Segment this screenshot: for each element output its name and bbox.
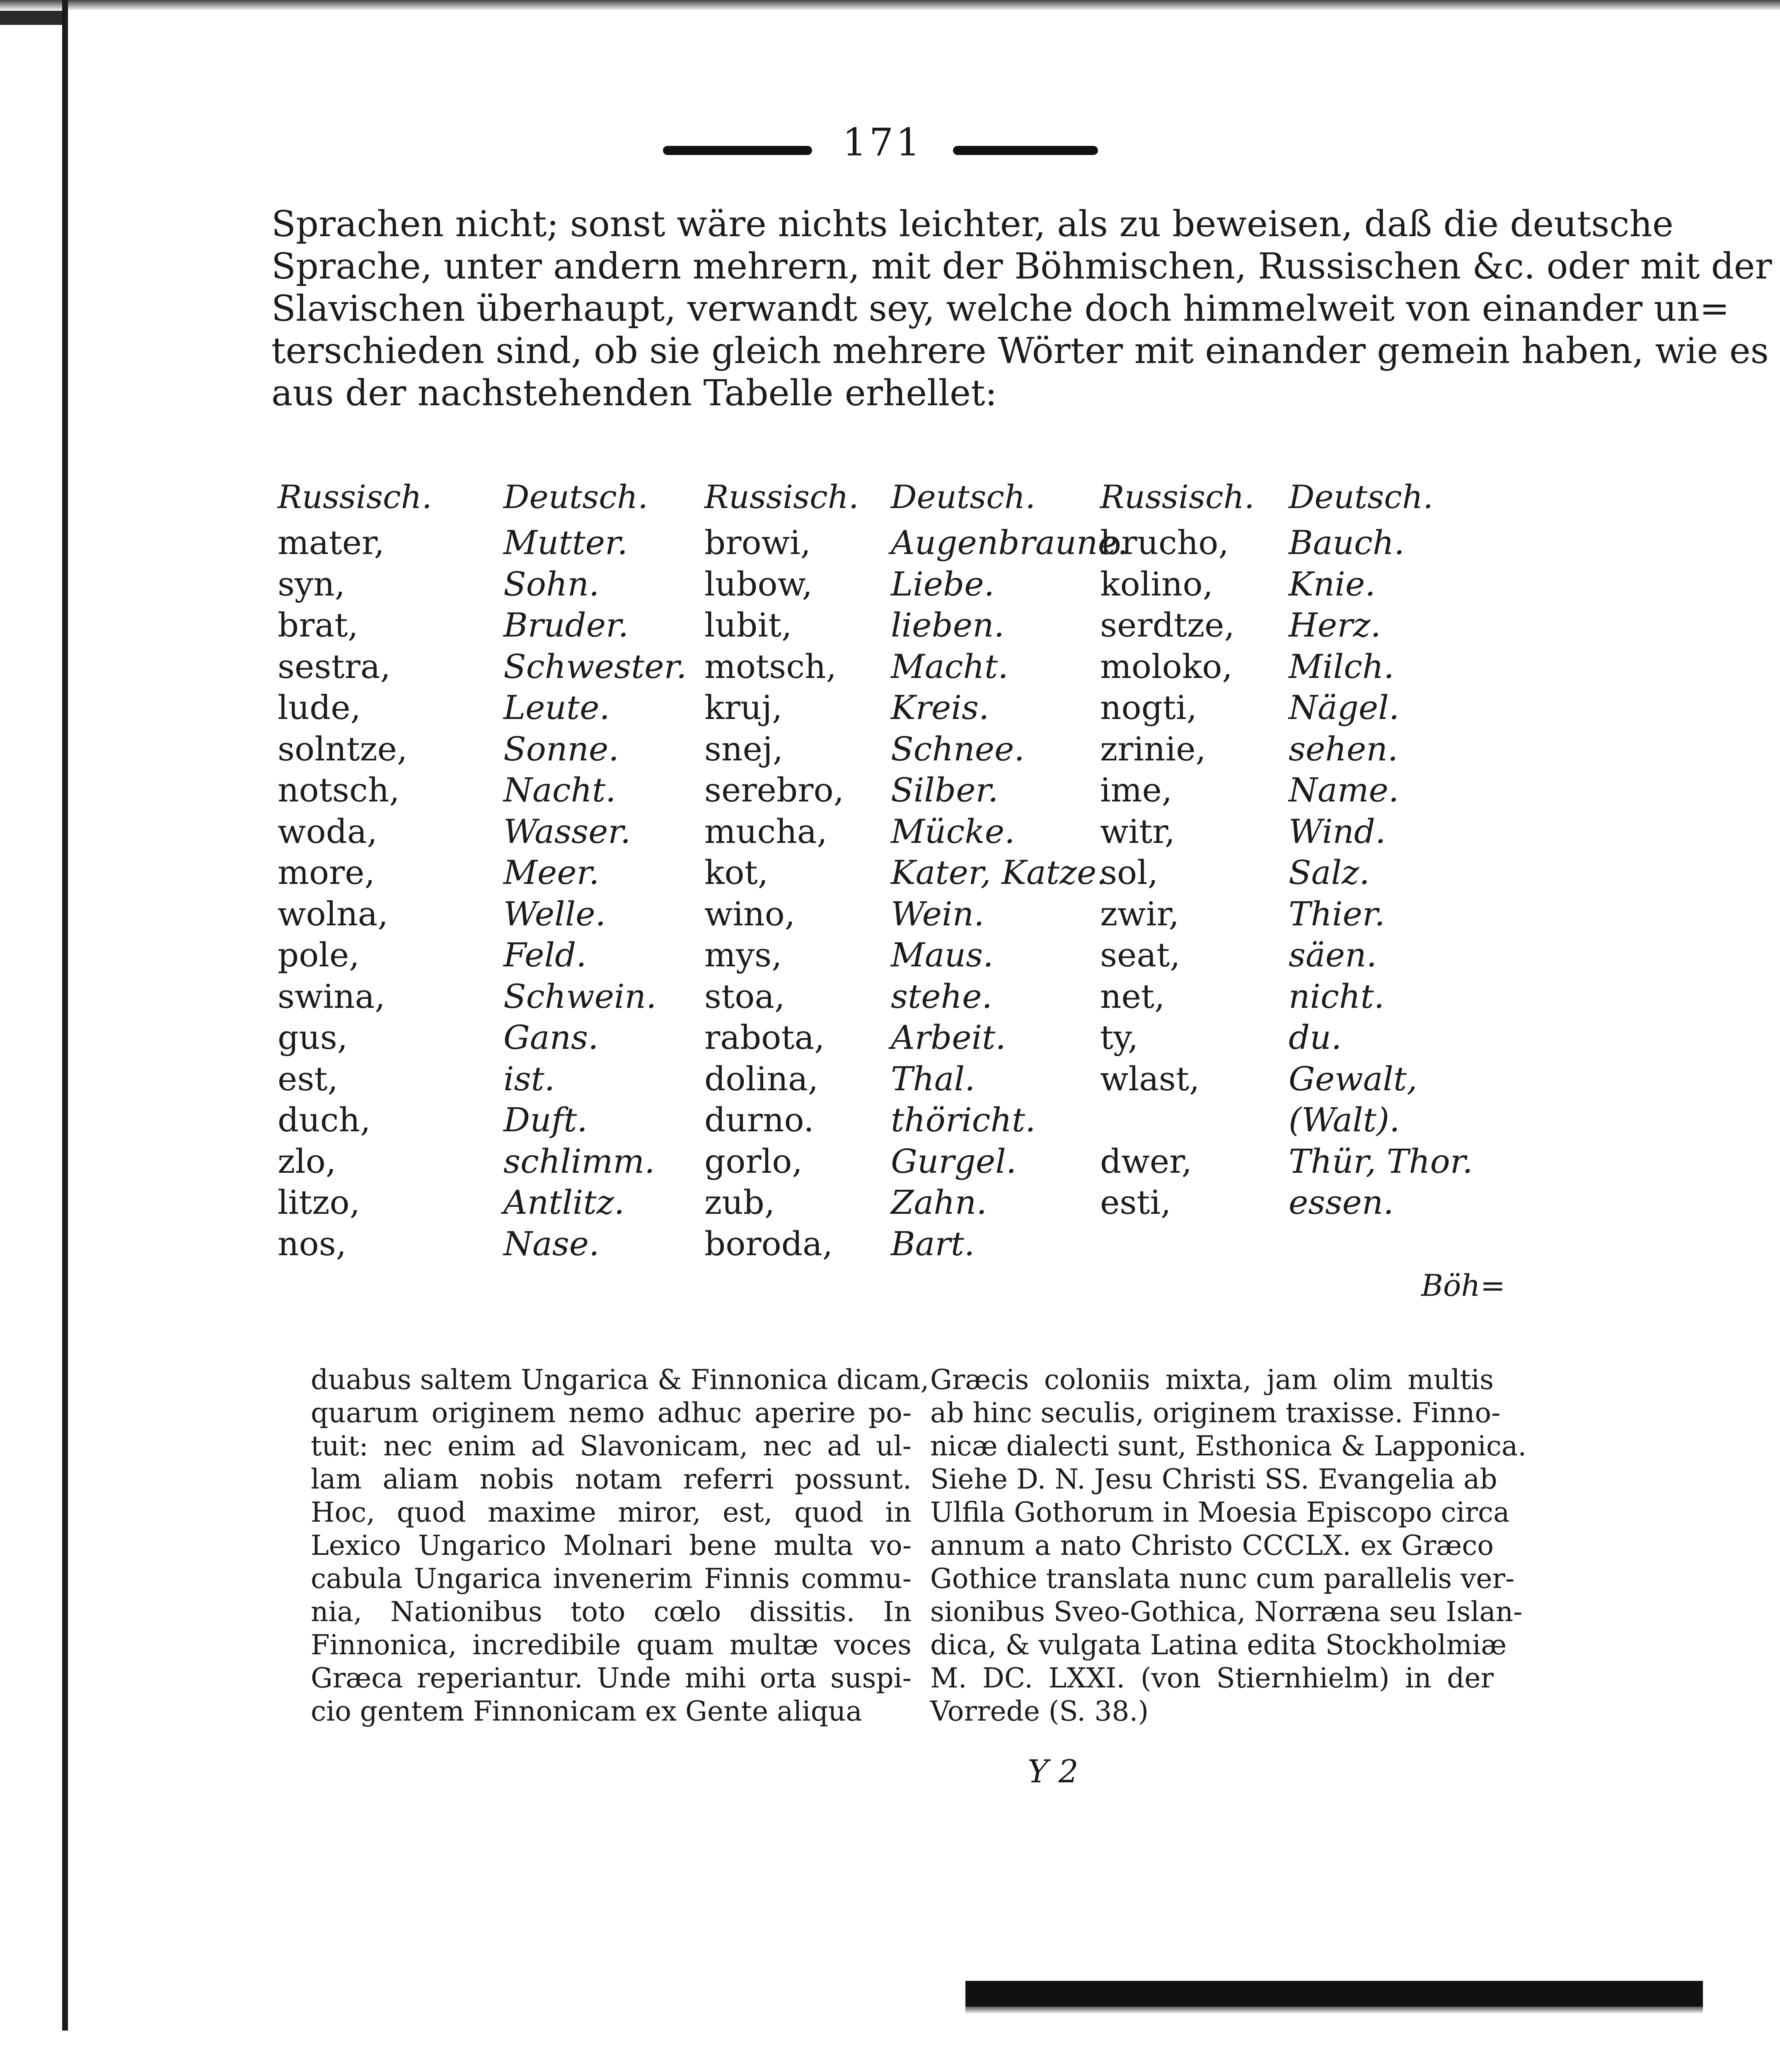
footnote-line: lam aliam nobis notam referri possunt. [311,1463,912,1495]
russian-word: stoa, [704,977,785,1016]
russian-word: brucho, [1100,523,1229,562]
german-word: Sonne. [503,729,619,768]
russian-word: zub, [704,1183,775,1222]
russian-word: zlo, [278,1142,336,1181]
german-word: Leute. [503,688,610,727]
russian-word: lubit, [704,606,792,644]
german-word: Meer. [503,853,600,892]
footnote-line: ab hinc seculis, originem traxisse. Finno- [930,1397,1501,1429]
german-word: Mücke. [891,812,1015,851]
german-word: Gurgel. [891,1142,1017,1181]
footnote-left-column [311,1363,929,1728]
russian-word: witr, [1100,812,1175,851]
german-word: essen. [1289,1183,1394,1222]
russian-word: dwer, [1100,1142,1192,1181]
vocab-column-german-1 [503,472,687,1264]
german-word: Milch. [1289,647,1394,686]
german-word: Bart. [891,1224,975,1263]
russian-word: nogti, [1100,688,1197,727]
russian-word: snej, [704,729,784,768]
russian-word: wlast, [1100,1059,1200,1098]
intro-line: Sprache, unter andern mehrern, mit der Böhmischen, Russischen &c. oder mit der [271,246,1772,287]
german-word: Maus. [891,936,994,974]
german-word: Mutter. [503,523,628,562]
vocab-column-german-2 [891,472,1128,1264]
german-word: Nägel. [1289,688,1400,727]
footnote-right-column [930,1363,1527,1728]
vocab-column-russian-1 [278,472,432,1264]
footnote-line: Vorrede (S. 38.) [930,1695,1149,1727]
vocab-column-russian-3 [1100,472,1255,1264]
column-header: Russisch. [278,479,432,516]
german-word [1289,1223,1473,1265]
column-header: Deutsch. [891,479,1036,516]
german-word: Knie. [1289,564,1376,603]
russian-word: serdtze, [1100,606,1235,644]
german-word: Kater, Katze. [891,853,1107,892]
russian-word: notsch, [278,771,400,809]
german-word: Herz. [1289,606,1381,644]
russian-word [1100,1099,1255,1141]
intro-line-last: aus der nachstehenden Tabelle erhellet: [271,373,997,414]
column-header: Deutsch. [503,479,648,516]
russian-word: solntze, [278,729,408,768]
footnote-line: cabula Ungarica invenerim Finnis commu- [311,1563,912,1595]
german-word: Silber. [891,771,999,809]
russian-word: motsch, [704,647,837,686]
german-word: Zahn. [891,1183,987,1222]
german-word: Augenbraune. [891,523,1128,562]
catchword: Böh= [1421,1268,1505,1303]
footnote-line: Ulfila Gothorum in Moesia Episcopo circa [930,1496,1510,1528]
russian-word: gorlo, [704,1142,803,1181]
german-word: Nase. [503,1224,600,1263]
vocab-column-russian-2 [704,472,859,1264]
intro-line: terschieden sind, ob sie gleich mehrere Wörter mit einander gemein haben, wie es [271,330,1769,372]
russian-word: lubow, [704,564,813,603]
russian-word: litzo, [278,1183,360,1222]
german-word: stehe. [891,977,992,1016]
russian-word: more, [278,853,375,892]
german-word: Duft. [503,1101,588,1139]
footnote-line: tuit: nec enim ad Slavonicam, nec ad ul- [311,1430,912,1462]
russian-word: brat, [278,606,358,644]
german-word: Salz. [1289,853,1370,892]
german-word: Gans. [503,1018,599,1057]
german-word: Wasser. [503,812,631,851]
german-word: Thür, Thor. [1289,1142,1473,1181]
german-word: Arbeit. [891,1018,1006,1057]
russian-word: est, [278,1059,338,1098]
german-word: Antlitz. [503,1183,625,1222]
intro-line: Slavischen überhaupt, verwandt sey, welche doch himmelweit von einander un= [271,288,1730,329]
footnote-line: Lexico Ungarico Molnari bene multa vo- [311,1530,912,1561]
russian-word: browi, [704,523,811,562]
column-header: Deutsch. [1289,479,1434,516]
signature-mark: Y 2 [1028,1753,1079,1790]
russian-word: mater, [278,523,385,562]
german-word: Schnee. [891,729,1025,768]
german-word: Thier. [1289,894,1385,933]
german-word: Liebe. [891,564,995,603]
footnote-line: nicæ dialecti sunt, Esthonica & Lapponica. [930,1430,1527,1462]
russian-word: sol, [1100,853,1158,892]
column-header: Russisch. [704,479,859,516]
russian-word: woda, [278,812,377,851]
russian-word: gus, [278,1018,348,1057]
russian-word: mucha, [704,812,827,851]
vocab-column-german-3 [1289,472,1473,1264]
footnote-line: Hoc, quod maxime miror, est, quod in [311,1496,912,1528]
german-word: Nacht. [503,771,616,809]
footnote-line: Finnonica, incredibile quam multæ voces [311,1629,912,1661]
german-word: Schwester. [503,647,687,686]
russian-word: ime, [1100,771,1173,809]
german-word: nicht. [1289,977,1385,1016]
russian-word: moloko, [1100,647,1233,686]
german-word: Thal. [891,1059,975,1098]
german-word: Wein. [891,894,984,933]
russian-word: kolino, [1100,564,1213,603]
footnote-line: dica, & vulgata Latina edita Stockholmiæ [930,1629,1507,1661]
russian-word: ty, [1100,1018,1139,1057]
german-word: sehen. [1289,729,1398,768]
german-word: lieben. [891,606,1005,644]
russian-word: seat, [1100,936,1180,974]
russian-word: zrinie, [1100,729,1206,768]
russian-word: kruj, [704,688,783,727]
russian-word: boroda, [704,1224,833,1263]
russian-word: durno. [704,1101,814,1139]
german-word: Gewalt, [1289,1059,1417,1098]
footnote-line: duabus saltem Ungarica & Finnonica dicam, [311,1364,929,1396]
russian-word: zwir, [1100,894,1180,933]
column-header: Russisch. [1100,479,1255,516]
german-word: schlimm. [503,1142,655,1181]
russian-word: nos, [278,1224,347,1263]
russian-word: net, [1100,977,1165,1016]
russian-word: syn, [278,564,346,603]
footnote-line: sionibus Sveo-Gothica, Norræna seu Islan- [930,1596,1523,1628]
german-word: thöricht. [891,1101,1036,1139]
footnote-line: nia, Nationibus toto cœlo dissitis. In [311,1596,912,1628]
russian-word: swina, [278,977,385,1016]
footnote-line: Siehe D. N. Jesu Christi SS. Evangelia ab [930,1463,1497,1495]
scan-edge-bottom [965,1981,1703,2007]
russian-word: rabota, [704,1018,825,1057]
russian-word: kot, [704,853,769,892]
german-word: Sohn. [503,564,600,603]
footnote-line: Gothice translata nunc cum parallelis ver- [930,1563,1515,1595]
russian-word: sestra, [278,647,391,686]
footnote-line: annum a nato Christo CCCLX. ex Græco [930,1530,1494,1561]
german-word: säen. [1289,936,1377,974]
russian-word: duch, [278,1101,371,1139]
german-word: Schwein. [503,977,657,1016]
russian-word: serebro, [704,771,844,809]
russian-word: wolna, [278,894,388,933]
intro-line: Sprachen nicht; sonst wäre nichts leichter, als zu beweisen, daß die deutsche [271,203,1674,245]
german-word: Wind. [1289,812,1386,851]
footnote-line: M. DC. LXXI. (von Stiernhielm) in der [930,1662,1494,1694]
german-word: Welle. [503,894,606,933]
page-number: 171 [842,120,923,165]
german-word: Bruder. [503,606,629,644]
russian-word: lude, [278,688,361,727]
german-word: du. [1289,1018,1342,1057]
german-word: Name. [1289,771,1399,809]
german-word: ist. [503,1059,555,1098]
german-word: Feld. [503,936,587,974]
russian-word: esti, [1100,1183,1171,1222]
russian-word: pole, [278,936,360,974]
footnote-line: Græcis coloniis mixta, jam olim multis [930,1364,1494,1396]
russian-word: mys, [704,936,782,974]
german-word: Kreis. [891,688,989,727]
german-word: Macht. [891,647,1009,686]
russian-word: dolina, [704,1059,819,1098]
russian-word: wino, [704,894,796,933]
german-word: (Walt). [1289,1101,1400,1139]
footnote-line: cio gentem Finnonicam ex Gente aliqua [311,1695,862,1727]
footnote-line: Græca reperiantur. Unde mihi orta suspi- [311,1662,912,1694]
scan-edge-bottom-fade [965,2007,1703,2014]
footnote-line: quarum originem nemo adhuc aperire po- [311,1397,912,1429]
russian-word [1100,1223,1255,1265]
german-word: Bauch. [1289,523,1405,562]
